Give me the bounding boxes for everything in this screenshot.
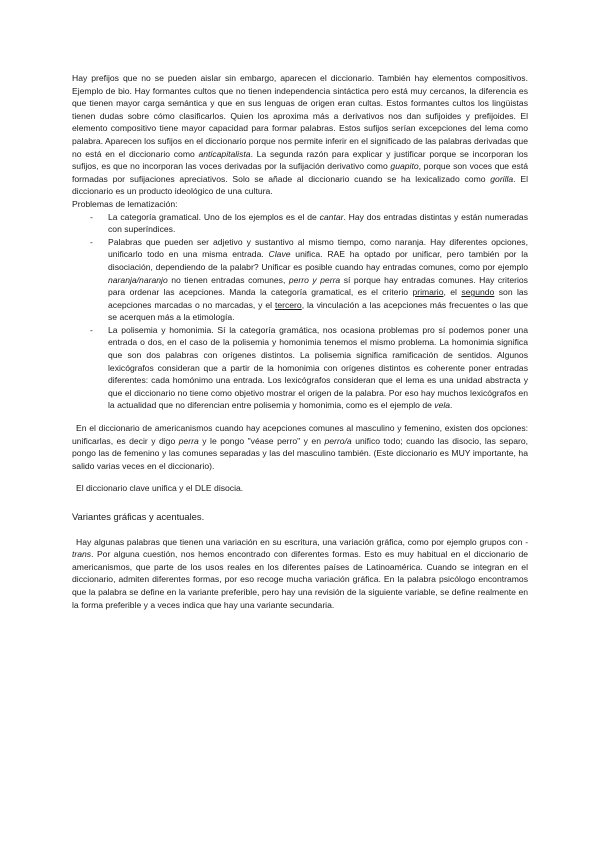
text-run: , la vinculación a las acepciones más frecuentes o las que se acerquen más a la etimología. [108, 299, 528, 323]
text-run: , porque son voces que está formadas por sufijaciones apreciativos. Solo se añade al diccionario cuando se ha lexicalizado como [72, 161, 528, 184]
text-run: Hay algunas palabras que tienen una variación en su escritura, una variación gráfica, como por ejemplo grupos con [76, 536, 526, 547]
example-word: perro/a [324, 435, 352, 446]
text-run: unifico todo; cuando las disocio, las separo, pongo las de femenino y las comunes separadas y las del masculino también. (Este diccionario es MUY importante, ha salido varias veces en el diccionario). [72, 435, 529, 471]
text-run: unifica. RAE ha optado por unificar, pero también por la disociación, dependiendo de la palabr? Unificar es posible cuando hay entradas comunes, como por ejemplo [108, 249, 528, 272]
example-word: gorilla [490, 173, 514, 184]
example-word: anticapitalista [198, 148, 251, 159]
text-run: . El diccionario es un producto ideológico de una cultura. [72, 173, 528, 197]
list-item-adjective-noun [90, 236, 528, 324]
bullet-dash: - [90, 211, 93, 222]
list-item-category [90, 211, 528, 236]
example-word: Clave [268, 249, 291, 260]
paragraph-prefixes [72, 72, 528, 198]
text-run: , el [443, 287, 462, 298]
example-word: -trans [72, 536, 528, 560]
text-run: Palabras que pueden ser adjetivo y sustantivo al mismo tiempo, como naranja. Hay diferentes opciones, unificarlo todo en una misma entrada. [108, 236, 528, 260]
text-run: La categoría gramatical. Uno de los ejemplos es el de [108, 211, 320, 222]
text-run: . [450, 400, 453, 411]
list-item-polysemy [90, 324, 528, 412]
text-run: son las acepciones marcadas o no marcadas, y el [108, 287, 528, 310]
underlined-term: segundo [461, 287, 495, 298]
example-word: perra [178, 435, 199, 446]
example-word: cantar [319, 211, 344, 222]
text-run: La polisemia y homonimia. Sí la categoría gramática, nos ocasiona problemas pro sí podemos poner una entrada o dos, en el caso de la polisemia y homonimia tenemos el mismo problema. La homonimia significa que son dos palabras con orígenes distintos. La polisemia significa ramificación de sentidos. Algunos lexicógrafos consideran que a partir de la homonimia con orígenes distintos es coherente poner entradas diferentes: cada homónimo una entrada. Los lexicógrafos consideran que el lema es una unidad abstracta y que el diccionario no tiene como objetivo mostrar el origen de la palabra. Por eso hay muchos lexicógrafos en la actualidad que no diferencian entre polisemia y homonimia, como es el ejemplo de [108, 324, 528, 411]
example-word: perro y perra [288, 274, 341, 285]
document-page [72, 72, 528, 611]
text-run: y le pongo "véase perro" y en [198, 435, 325, 446]
underlined-term: primario [412, 287, 444, 298]
problems-title: Problemas de lematización: [72, 198, 178, 209]
text-run: Hay prefijos que no se pueden aislar sin embargo, aparecen el diccionario. También hay elementos compositivos. Ejemplo de bio. Hay formantes cultos que no tienen independencia sintáctica pero está muy cercanos, la diferencia es que tienen mayor carga semántica y que en sus lenguas de origen eran cultas. Estos formantes cultos los lingüistas tienen dudas sobre cómo clasificarlos. Quien los aproxima más a derivativos nos dan sufijoides y prefijoides. El elemento compositivo tiene mayor capacidad para formar palabras. Estos sufijos serían excepciones del lema como palabra. Aparecen los sufijos en el diccionario porque nos permite inferir en el significado de las palabras derivadas que no está en el diccionario como [72, 73, 528, 159]
bullet-dash: - [90, 236, 93, 247]
paragraph-americanisms [72, 422, 528, 472]
paragraph-variants [72, 536, 528, 612]
text-run: . Por alguna cuestión, nos hemos encontrado con diferentes formas. Esto es muy habitual en el diccionario de americanismos, que parte de los usos reales en los diferentes países de Latinoamérica. Cuando se integran en el diccionario, admiten diferentes formas, por eso recoge mucha variación gráfica. En la palabra psicólogo encontramos que la palabra se define en la variante preferible, pero hay una revisión de la siguiente variable, se define realmente en la forma preferible y a veces indica que hay una variante secundaria. [72, 549, 528, 610]
underlined-term: tercero [274, 299, 302, 310]
text-run: no tienen entradas comunes, [167, 274, 289, 285]
text-run: . La segunda razón para explicar y justificar porque se incorporan los sufijos, es que no incorporan las voces derivadas por la sufijación derivativo como [72, 148, 528, 172]
text-run: En el diccionario de americanismos cuando hay acepciones comunes al masculino y femenino, existen dos opciones: unificarlas, es decir y digo [72, 423, 528, 446]
section-heading: Variantes gráficas y acentuales. [72, 511, 205, 522]
example-word: naranja/naranjo [108, 274, 168, 285]
text-run: sí porque hay entradas comunes. Hay criterios para ordenar las acepciones. Manda la categoría gramatical, es el criterio [108, 274, 528, 298]
problems-list [72, 211, 528, 413]
text-run: . Hay dos entradas distintas y están numeradas con superíndices. [108, 211, 528, 235]
paragraph-clave-dle: El diccionario clave unifica y el DLE disocia. [76, 483, 244, 494]
bullet-dash: - [90, 324, 93, 335]
example-word: guapito [390, 161, 419, 172]
example-word: vela [434, 400, 451, 411]
